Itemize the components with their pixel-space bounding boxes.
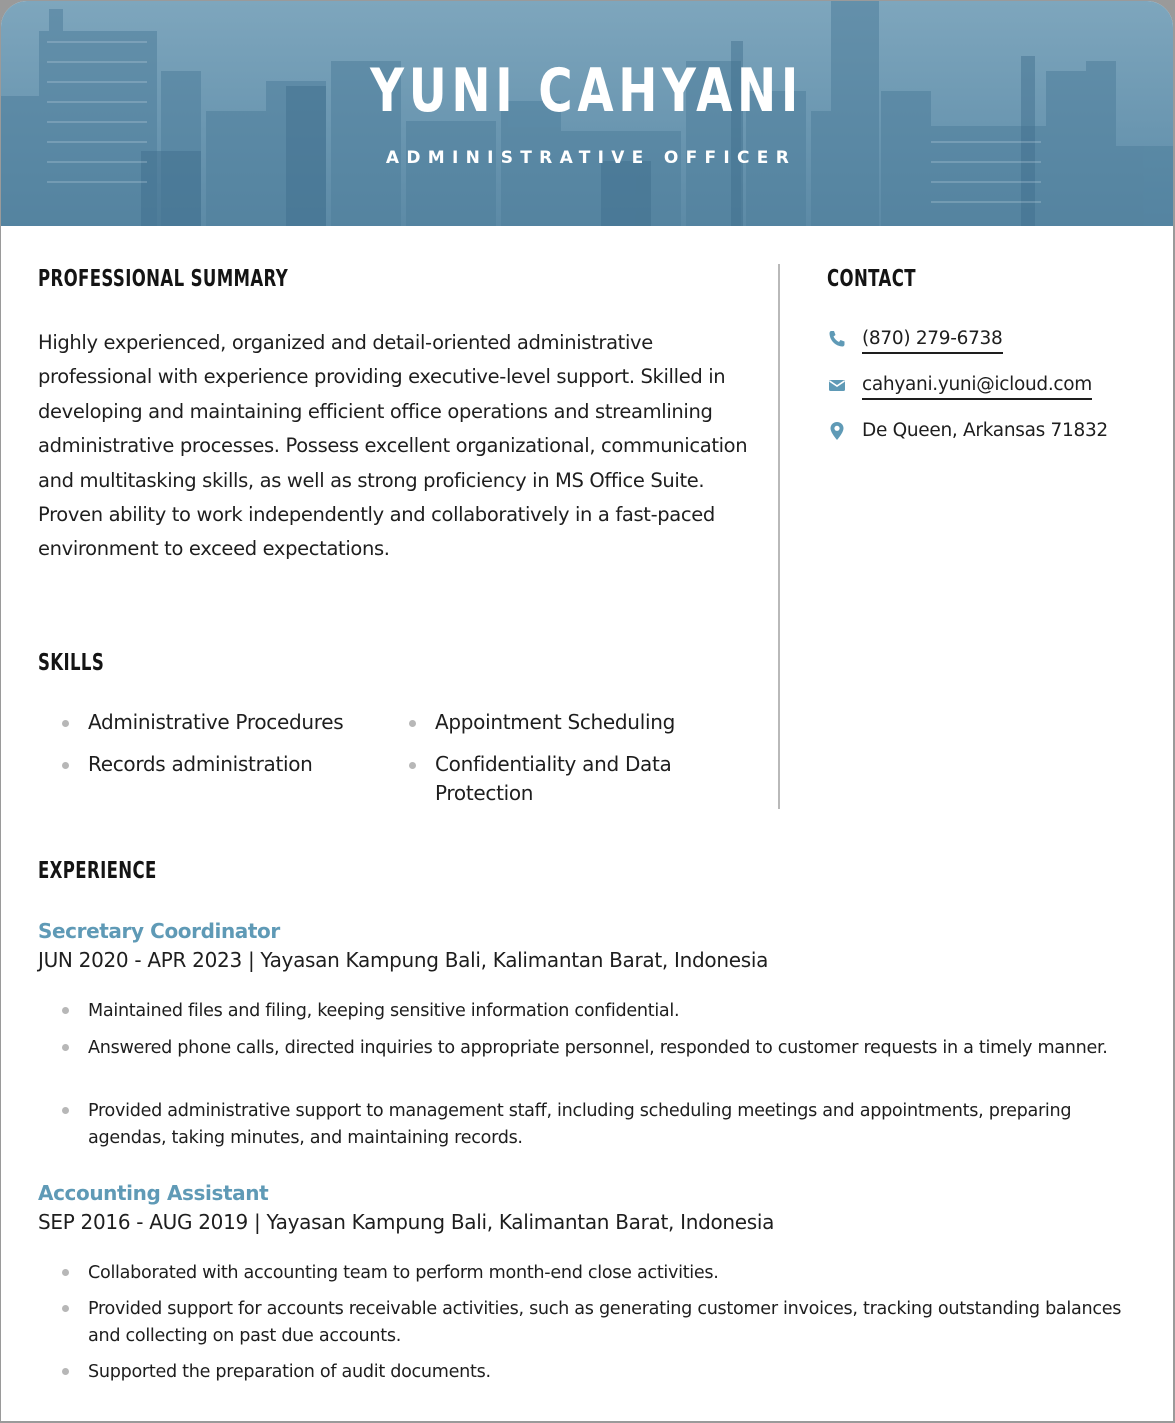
job-bullet-dot <box>62 1107 69 1114</box>
skill-item: Appointment Scheduling <box>435 710 675 734</box>
job-bullet: Maintained files and filing, keeping sensitive information confidential. <box>88 1001 680 1021</box>
summary-heading: PROFESSIONAL SUMMARY <box>38 266 289 292</box>
column-divider <box>778 264 780 809</box>
job-bullet-dot <box>62 1007 69 1014</box>
skill-bullet <box>62 762 69 769</box>
job-bullet: Answered phone calls, directed inquiries to appropriate personnel, responded to customer requests in a timely manner. <box>88 1038 1108 1058</box>
job-bullet-dot <box>62 1305 69 1312</box>
summary-text: Highly experienced, organized and detail-oriented administrative professional with experience providing executive-level support. Skilled in developing and maintaining efficient office operations and streamlining administrative processes. Possess excellent organizational, communication and multitasking skills, as well as strong proficiency in MS Office Suite. Proven ability to work independently and collaboratively in a fast-paced environment to exceed expectations. <box>38 331 748 561</box>
experience-heading: EXPERIENCE <box>38 858 157 884</box>
job-meta: SEP 2016 - AUG 2019 | Yayasan Kampung Bali, Kalimantan Barat, Indonesia <box>38 1210 775 1234</box>
job-role: Secretary Coordinator <box>38 919 280 943</box>
job-role: Accounting Assistant <box>38 1181 269 1205</box>
resume-page <box>1 1 1173 1421</box>
skill-item: Confidentiality and Data Protection <box>435 752 672 805</box>
candidate-title: ADMINISTRATIVE OFFICER <box>385 148 797 168</box>
skills-heading: SKILLS <box>38 650 105 676</box>
job-bullet: Provided support for accounts receivable activities, such as generating customer invoices, tracking outstanding balances and collecting on past due accounts. <box>88 1299 1122 1346</box>
job-bullet: Supported the preparation of audit documents. <box>88 1362 491 1382</box>
job-meta: JUN 2020 - APR 2023 | Yayasan Kampung Bali, Kalimantan Barat, Indonesia <box>38 948 769 972</box>
skill-bullet <box>62 720 69 727</box>
envelope-icon <box>827 375 847 395</box>
phone-link[interactable]: (870) 279-6738 <box>862 327 1003 354</box>
map-pin-icon <box>827 421 847 441</box>
candidate-name: YUNI CAHYANI <box>370 56 803 126</box>
job-bullet: Collaborated with accounting team to perform month-end close activities. <box>88 1263 719 1283</box>
phone-icon <box>827 329 847 349</box>
job-bullet-dot <box>62 1044 69 1051</box>
job-bullet: Provided administrative support to management staff, including scheduling meetings and appointments, preparing agendas, taking minutes, and maintaining records. <box>88 1101 1072 1148</box>
skill-item: Administrative Procedures <box>88 710 344 734</box>
email-link[interactable]: cahyani.yuni@icloud.com <box>862 373 1092 400</box>
location-text: De Queen, Arkansas 71832 <box>862 420 1108 441</box>
skill-bullet <box>409 720 416 727</box>
skill-item: Records administration <box>88 752 313 776</box>
job-bullet-dot <box>62 1368 69 1375</box>
job-bullet-dot <box>62 1269 69 1276</box>
header-banner <box>1 1 1173 226</box>
skill-bullet <box>409 762 416 769</box>
contact-heading: CONTACT <box>827 266 916 292</box>
